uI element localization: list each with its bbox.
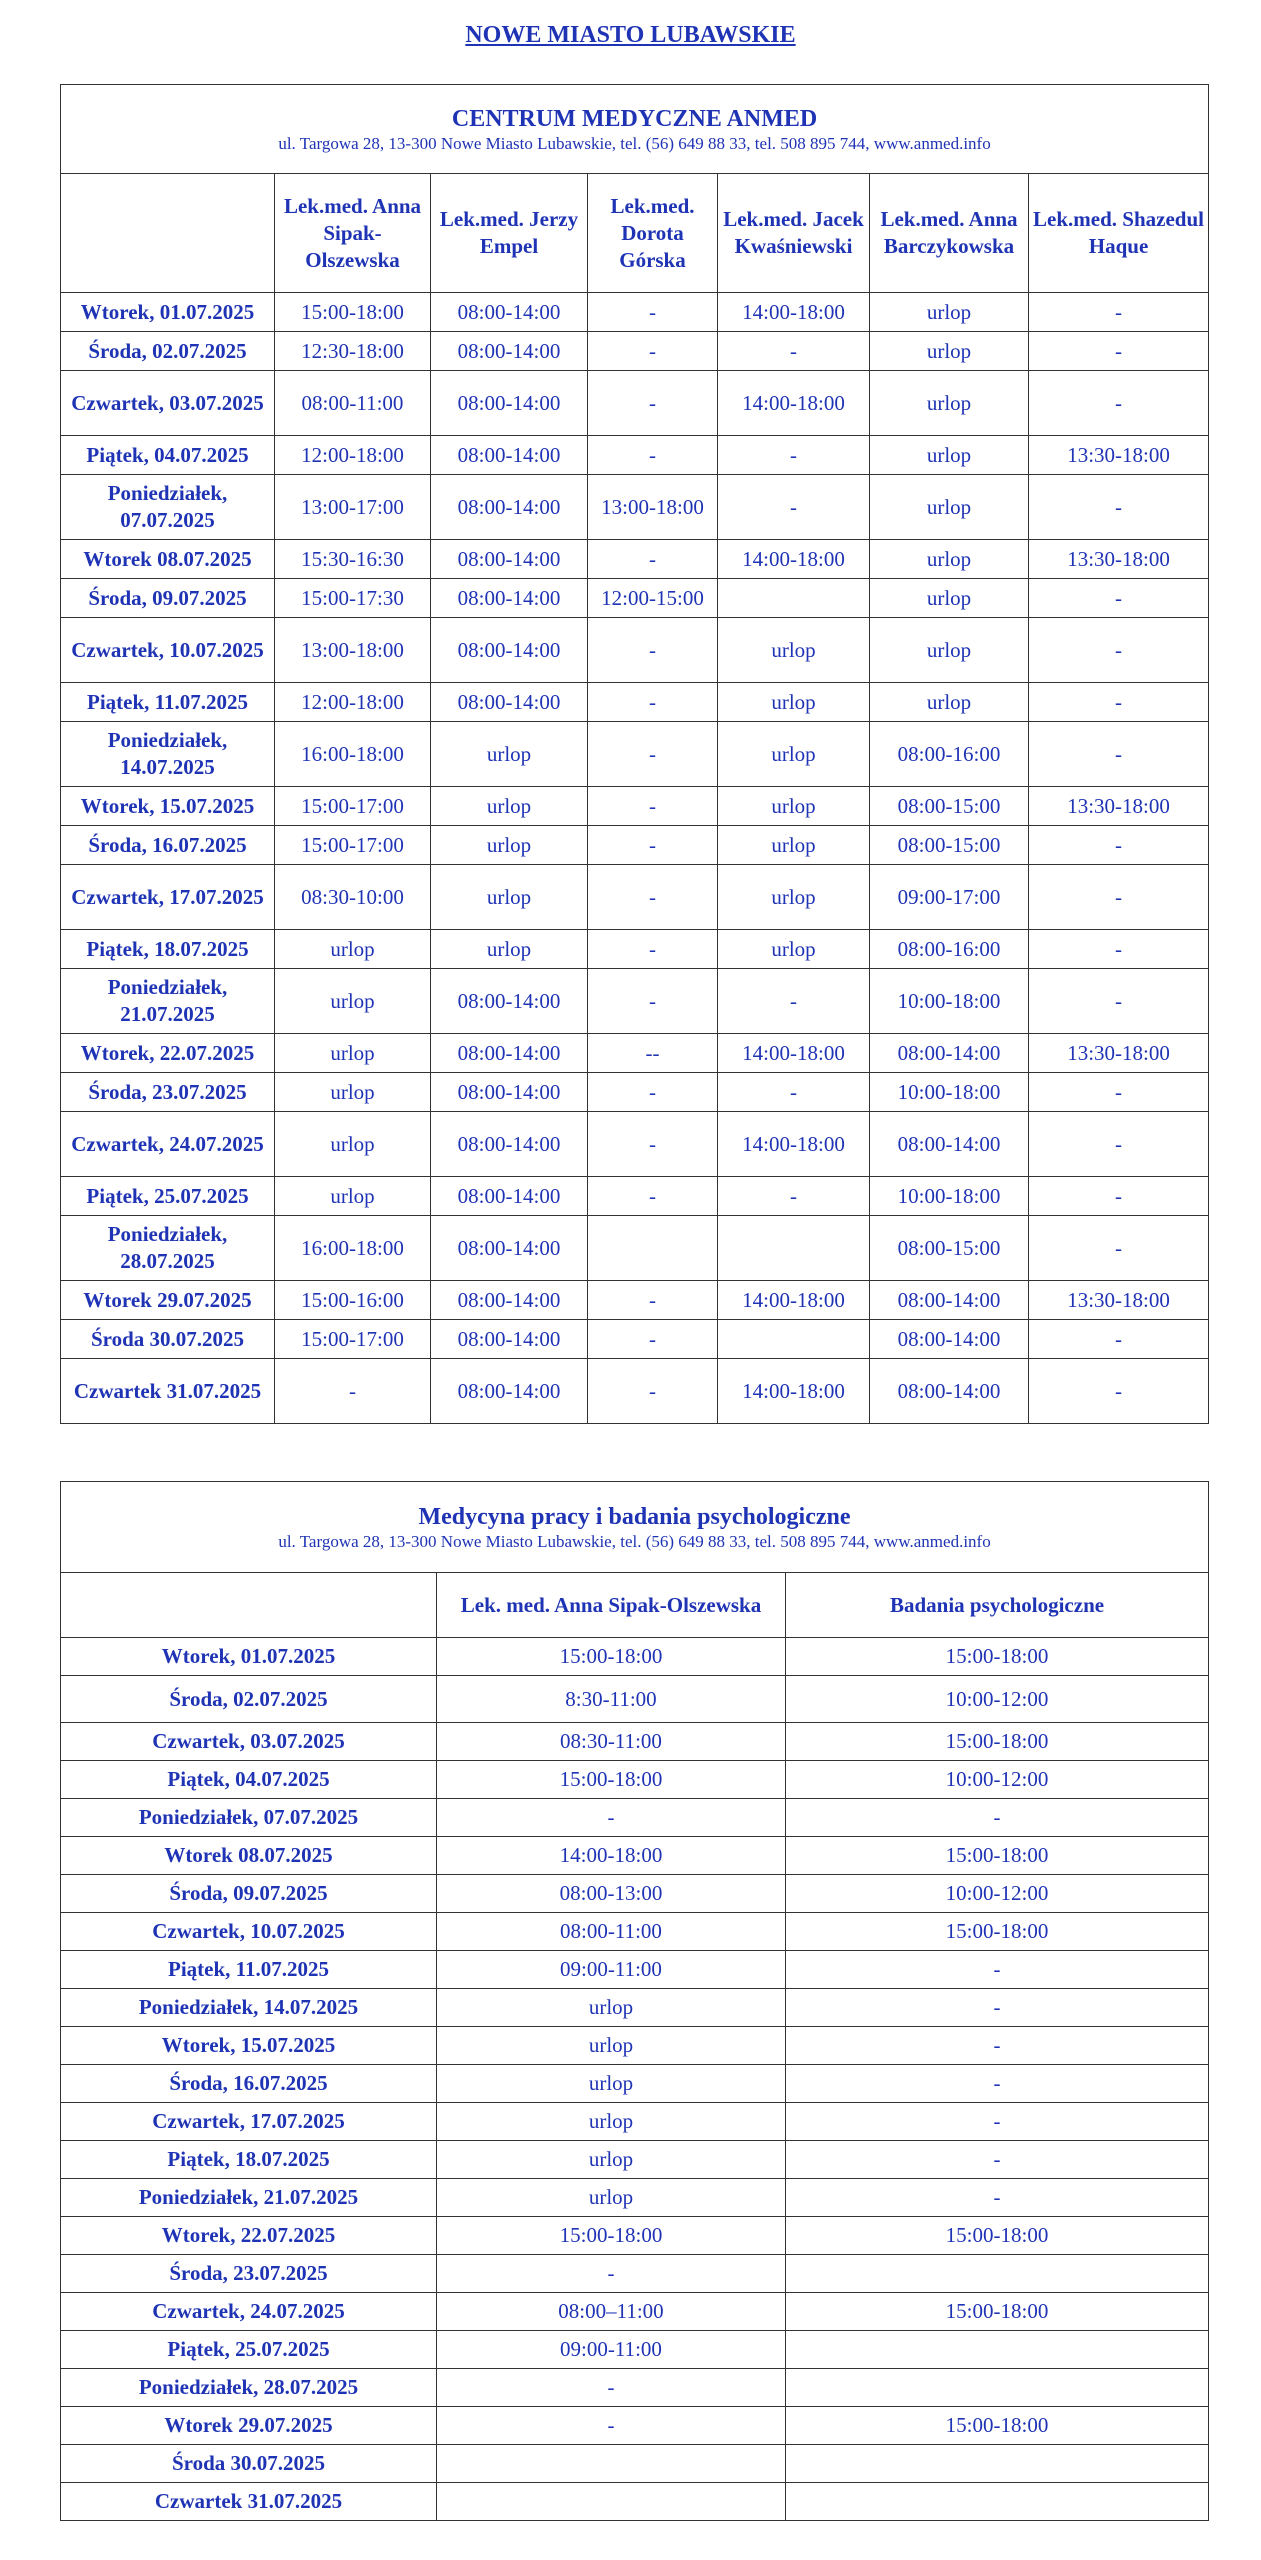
day-cell: Wtorek 08.07.2025 <box>61 540 275 579</box>
hours-cell: - <box>1029 683 1209 722</box>
hours-cell: urlop <box>431 865 588 930</box>
day-cell: Poniedziałek, 07.07.2025 <box>61 475 275 540</box>
day-cell: Czwartek, 17.07.2025 <box>61 865 275 930</box>
table-row <box>61 1281 1209 1320</box>
hours-cell: urlop <box>437 2065 786 2103</box>
table-row <box>61 618 1209 683</box>
hours-cell: - <box>718 1073 870 1112</box>
table-row <box>61 930 1209 969</box>
column-header: Badania psychologiczne <box>786 1573 1209 1638</box>
hours-cell: 15:00-17:00 <box>275 826 431 865</box>
hours-cell: 14:00-18:00 <box>718 1034 870 1073</box>
hours-cell: 08:00-14:00 <box>431 1281 588 1320</box>
hours-cell: 8:30-11:00 <box>437 1676 786 1723</box>
hours-cell: 12:00-18:00 <box>275 436 431 475</box>
hours-cell: 15:00-18:00 <box>275 293 431 332</box>
hours-cell: 10:00-12:00 <box>786 1676 1209 1723</box>
table-row <box>61 1951 1209 1989</box>
table-row <box>61 1837 1209 1875</box>
hours-cell: urlop <box>437 1989 786 2027</box>
hours-cell: - <box>588 293 718 332</box>
table-address: ul. Targowa 28, 13-300 Nowe Miasto Lubawskie, tel. (56) 649 88 33, tel. 508 895 744, www.anmed.info <box>278 133 991 153</box>
day-cell: Czwartek, 03.07.2025 <box>61 371 275 436</box>
day-cell: Wtorek 08.07.2025 <box>61 1837 437 1875</box>
hours-cell: 16:00-18:00 <box>275 722 431 787</box>
hours-cell: 15:30-16:30 <box>275 540 431 579</box>
table-row <box>61 865 1209 930</box>
hours-cell: 12:30-18:00 <box>275 332 431 371</box>
hours-cell: 15:00-17:00 <box>275 787 431 826</box>
day-cell: Poniedziałek, 07.07.2025 <box>61 1799 437 1837</box>
hours-cell: - <box>588 865 718 930</box>
hours-cell: - <box>588 618 718 683</box>
table-address: ul. Targowa 28, 13-300 Nowe Miasto Lubawskie, tel. (56) 649 88 33, tel. 508 895 744, www.anmed.info <box>278 1531 991 1551</box>
hours-cell <box>718 1320 870 1359</box>
hours-cell: - <box>718 475 870 540</box>
hours-cell: 15:00-18:00 <box>786 2293 1209 2331</box>
day-cell: Czwartek 31.07.2025 <box>61 2483 437 2521</box>
page-title: NOWE MIASTO LUBAWSKIE <box>465 22 796 48</box>
doctor-header: Lek.med. Shazedul Haque <box>1029 174 1209 293</box>
hours-cell: 15:00-17:30 <box>275 579 431 618</box>
day-cell: Środa 30.07.2025 <box>61 1320 275 1359</box>
hours-cell: urlop <box>870 579 1029 618</box>
hours-cell <box>786 2445 1209 2483</box>
hours-cell: - <box>588 1073 718 1112</box>
hours-cell: 09:00-17:00 <box>870 865 1029 930</box>
hours-cell <box>437 2483 786 2521</box>
hours-cell: 15:00-18:00 <box>786 1837 1209 1875</box>
hours-cell <box>786 2331 1209 2369</box>
day-cell: Piątek, 25.07.2025 <box>61 1177 275 1216</box>
hours-cell: - <box>588 436 718 475</box>
hours-cell: 08:00-14:00 <box>870 1281 1029 1320</box>
hours-cell: 14:00-18:00 <box>437 1837 786 1875</box>
hours-cell: 15:00-18:00 <box>786 1723 1209 1761</box>
hours-cell: - <box>718 1177 870 1216</box>
table-row <box>61 1913 1209 1951</box>
hours-cell: - <box>1029 1359 1209 1424</box>
hours-cell: urlop <box>870 293 1029 332</box>
hours-cell: 08:00-14:00 <box>431 1359 588 1424</box>
hours-cell: - <box>786 2179 1209 2217</box>
hours-cell: - <box>588 826 718 865</box>
doctor-header: Lek.med. Jacek Kwaśniewski <box>718 174 870 293</box>
hours-cell: 08:00-13:00 <box>437 1875 786 1913</box>
hours-cell: 15:00-18:00 <box>786 2217 1209 2255</box>
day-cell: Środa, 09.07.2025 <box>61 579 275 618</box>
table-row <box>61 475 1209 540</box>
hours-cell: urlop <box>437 2103 786 2141</box>
hours-cell: 15:00-17:00 <box>275 1320 431 1359</box>
table-row <box>61 722 1209 787</box>
day-cell: Poniedziałek, 14.07.2025 <box>61 1989 437 2027</box>
table-row <box>61 2141 1209 2179</box>
day-cell: Poniedziałek, 14.07.2025 <box>61 722 275 787</box>
hours-cell: - <box>588 1359 718 1424</box>
hours-cell: - <box>718 969 870 1034</box>
day-cell: Piątek, 04.07.2025 <box>61 436 275 475</box>
table-row <box>61 1216 1209 1281</box>
hours-cell: urlop <box>870 475 1029 540</box>
hours-cell: - <box>718 332 870 371</box>
table-row <box>61 1034 1209 1073</box>
hours-cell: 09:00-11:00 <box>437 1951 786 1989</box>
table-header <box>61 1482 1209 1573</box>
day-cell: Piątek, 25.07.2025 <box>61 2331 437 2369</box>
hours-cell: - <box>1029 1073 1209 1112</box>
hours-cell: 08:00-14:00 <box>431 1034 588 1073</box>
hours-cell: - <box>1029 930 1209 969</box>
table-row <box>61 371 1209 436</box>
hours-cell: 15:00-18:00 <box>437 1761 786 1799</box>
hours-cell: 15:00-18:00 <box>437 2217 786 2255</box>
hours-cell: urlop <box>275 930 431 969</box>
hours-cell: - <box>1029 618 1209 683</box>
hours-cell: 08:00-14:00 <box>870 1359 1029 1424</box>
hours-cell: - <box>786 1799 1209 1837</box>
hours-cell <box>588 1216 718 1281</box>
hours-cell: - <box>786 2103 1209 2141</box>
table-header <box>61 85 1209 174</box>
hours-cell: 15:00-18:00 <box>786 1913 1209 1951</box>
hours-cell: urlop <box>275 1177 431 1216</box>
hours-cell: - <box>786 2141 1209 2179</box>
hours-cell: 08:30-11:00 <box>437 1723 786 1761</box>
hours-cell: 14:00-18:00 <box>718 1359 870 1424</box>
day-cell: Wtorek, 01.07.2025 <box>61 1638 437 1676</box>
hours-cell <box>718 579 870 618</box>
hours-cell <box>718 1216 870 1281</box>
table-row <box>61 1875 1209 1913</box>
day-cell: Piątek, 18.07.2025 <box>61 2141 437 2179</box>
hours-cell: - <box>786 2065 1209 2103</box>
hours-cell: urlop <box>275 1073 431 1112</box>
hours-cell: - <box>1029 969 1209 1034</box>
day-cell: Wtorek 29.07.2025 <box>61 2407 437 2445</box>
hours-cell: 08:00-14:00 <box>431 540 588 579</box>
day-cell: Środa, 02.07.2025 <box>61 332 275 371</box>
hours-cell: 08:00-14:00 <box>431 618 588 683</box>
hours-cell: 12:00-18:00 <box>275 683 431 722</box>
hours-cell: 13:30-18:00 <box>1029 540 1209 579</box>
hours-cell: -- <box>588 1034 718 1073</box>
table-row <box>61 2027 1209 2065</box>
hours-cell: 08:00-14:00 <box>431 1073 588 1112</box>
hours-cell: 14:00-18:00 <box>718 1112 870 1177</box>
hours-cell: urlop <box>437 2141 786 2179</box>
hours-cell: urlop <box>870 540 1029 579</box>
day-cell: Środa, 16.07.2025 <box>61 826 275 865</box>
hours-cell: 08:00-11:00 <box>275 371 431 436</box>
table-row <box>61 1761 1209 1799</box>
hours-cell: urlop <box>870 436 1029 475</box>
table-row <box>61 540 1209 579</box>
table-row <box>61 2407 1209 2445</box>
hours-cell: urlop <box>870 371 1029 436</box>
hours-cell: 08:00-14:00 <box>431 371 588 436</box>
hours-cell: 16:00-18:00 <box>275 1216 431 1281</box>
day-cell: Środa, 02.07.2025 <box>61 1676 437 1723</box>
day-cell: Poniedziałek, 28.07.2025 <box>61 1216 275 1281</box>
hours-cell: urlop <box>718 618 870 683</box>
hours-cell: - <box>588 540 718 579</box>
hours-cell: 10:00-18:00 <box>870 1177 1029 1216</box>
hours-cell: urlop <box>431 787 588 826</box>
table-row <box>61 2179 1209 2217</box>
hours-cell: - <box>588 371 718 436</box>
table-row <box>61 2255 1209 2293</box>
hours-cell: urlop <box>718 683 870 722</box>
doctor-header: Lek.med. Dorota Górska <box>588 174 718 293</box>
hours-cell: - <box>1029 826 1209 865</box>
hours-cell: 08:00-15:00 <box>870 787 1029 826</box>
hours-cell: 08:30-10:00 <box>275 865 431 930</box>
hours-cell: - <box>588 1320 718 1359</box>
anmed-schedule-table <box>60 84 1209 1424</box>
day-cell: Czwartek, 24.07.2025 <box>61 2293 437 2331</box>
hours-cell: - <box>437 2255 786 2293</box>
hours-cell: 14:00-18:00 <box>718 293 870 332</box>
day-cell: Czwartek, 10.07.2025 <box>61 1913 437 1951</box>
column-header: Lek. med. Anna Sipak-Olszewska <box>437 1573 786 1638</box>
hours-cell: 13:30-18:00 <box>1029 787 1209 826</box>
hours-cell: - <box>1029 293 1209 332</box>
table-title: CENTRUM MEDYCZNE ANMED <box>451 105 818 132</box>
hours-cell: - <box>588 787 718 826</box>
hours-cell: 15:00-18:00 <box>786 1638 1209 1676</box>
hours-cell <box>786 2369 1209 2407</box>
hours-cell <box>786 2483 1209 2521</box>
hours-cell: - <box>786 2027 1209 2065</box>
day-cell: Poniedziałek, 21.07.2025 <box>61 969 275 1034</box>
day-cell: Wtorek 29.07.2025 <box>61 1281 275 1320</box>
day-cell: Wtorek, 15.07.2025 <box>61 2027 437 2065</box>
day-cell: Piątek, 04.07.2025 <box>61 1761 437 1799</box>
hours-cell: 08:00-11:00 <box>437 1913 786 1951</box>
hours-cell: urlop <box>437 2179 786 2217</box>
hours-cell: urlop <box>870 332 1029 371</box>
hours-cell: 08:00-14:00 <box>870 1034 1029 1073</box>
hours-cell: - <box>1029 1112 1209 1177</box>
table-row <box>61 332 1209 371</box>
hours-cell: 08:00-15:00 <box>870 826 1029 865</box>
day-cell: Środa 30.07.2025 <box>61 2445 437 2483</box>
day-cell: Wtorek, 22.07.2025 <box>61 2217 437 2255</box>
table-row <box>61 969 1209 1034</box>
hours-cell: - <box>588 1177 718 1216</box>
hours-cell: urlop <box>718 787 870 826</box>
day-cell: Czwartek, 10.07.2025 <box>61 618 275 683</box>
hours-cell: 13:30-18:00 <box>1029 436 1209 475</box>
hours-cell: urlop <box>431 930 588 969</box>
day-cell: Czwartek 31.07.2025 <box>61 1359 275 1424</box>
table-row <box>61 1676 1209 1723</box>
table-row <box>61 2369 1209 2407</box>
hours-cell: 12:00-15:00 <box>588 579 718 618</box>
day-cell: Czwartek, 24.07.2025 <box>61 1112 275 1177</box>
table-title: Medycyna pracy i badania psychologiczne <box>418 1503 851 1530</box>
hours-cell: urlop <box>275 1112 431 1177</box>
day-cell: Piątek, 18.07.2025 <box>61 930 275 969</box>
table-row <box>61 2293 1209 2331</box>
hours-cell: 14:00-18:00 <box>718 371 870 436</box>
hours-cell: 08:00-14:00 <box>431 1177 588 1216</box>
day-cell: Środa, 23.07.2025 <box>61 1073 275 1112</box>
day-cell: Wtorek, 15.07.2025 <box>61 787 275 826</box>
hours-cell: urlop <box>275 1034 431 1073</box>
hours-cell: - <box>1029 1320 1209 1359</box>
hours-cell: 13:00-17:00 <box>275 475 431 540</box>
table-row <box>61 787 1209 826</box>
hours-cell: 13:30-18:00 <box>1029 1034 1209 1073</box>
hours-cell: - <box>1029 579 1209 618</box>
hours-cell: 10:00-12:00 <box>786 1761 1209 1799</box>
hours-cell: 08:00-14:00 <box>870 1320 1029 1359</box>
hours-cell: - <box>1029 1177 1209 1216</box>
table-row <box>61 293 1209 332</box>
hours-cell: 15:00-16:00 <box>275 1281 431 1320</box>
hours-cell: - <box>588 722 718 787</box>
hours-cell: 08:00-14:00 <box>431 579 588 618</box>
hours-cell: - <box>786 1989 1209 2027</box>
table-row <box>61 579 1209 618</box>
hours-cell: - <box>588 332 718 371</box>
hours-cell: 08:00-14:00 <box>431 683 588 722</box>
day-cell: Wtorek, 01.07.2025 <box>61 293 275 332</box>
hours-cell: - <box>718 436 870 475</box>
corner-cell <box>61 174 275 293</box>
day-cell: Poniedziałek, 21.07.2025 <box>61 2179 437 2217</box>
doctor-header: Lek.med. Anna Barczykowska <box>870 174 1029 293</box>
hours-cell: urlop <box>431 722 588 787</box>
hours-cell: urlop <box>870 683 1029 722</box>
hours-cell <box>437 2445 786 2483</box>
hours-cell: 10:00-12:00 <box>786 1875 1209 1913</box>
day-cell: Środa, 16.07.2025 <box>61 2065 437 2103</box>
hours-cell: urlop <box>870 618 1029 683</box>
hours-cell: 08:00–11:00 <box>437 2293 786 2331</box>
table-row <box>61 1723 1209 1761</box>
day-cell: Środa, 23.07.2025 <box>61 2255 437 2293</box>
hours-cell: 14:00-18:00 <box>718 1281 870 1320</box>
table-row <box>61 1112 1209 1177</box>
occupational-medicine-table <box>60 1481 1209 2521</box>
hours-cell: - <box>588 930 718 969</box>
table-row <box>61 1989 1209 2027</box>
hours-cell: 08:00-14:00 <box>431 332 588 371</box>
hours-cell: - <box>1029 865 1209 930</box>
hours-cell: urlop <box>437 2027 786 2065</box>
hours-cell: 08:00-16:00 <box>870 930 1029 969</box>
hours-cell: 08:00-14:00 <box>431 1320 588 1359</box>
hours-cell: - <box>437 2369 786 2407</box>
table-row <box>61 2331 1209 2369</box>
hours-cell: 10:00-18:00 <box>870 969 1029 1034</box>
hours-cell: urlop <box>718 865 870 930</box>
hours-cell: - <box>1029 475 1209 540</box>
hours-cell: 13:00-18:00 <box>588 475 718 540</box>
hours-cell: - <box>275 1359 431 1424</box>
hours-cell: 14:00-18:00 <box>718 540 870 579</box>
hours-cell: 08:00-14:00 <box>870 1112 1029 1177</box>
hours-cell: - <box>437 2407 786 2445</box>
hours-cell: urlop <box>718 930 870 969</box>
hours-cell: 08:00-14:00 <box>431 1112 588 1177</box>
doctor-header: Lek.med. Anna Sipak-Olszewska <box>275 174 431 293</box>
hours-cell: 15:00-18:00 <box>786 2407 1209 2445</box>
doctor-header: Lek.med. Jerzy Empel <box>431 174 588 293</box>
hours-cell: - <box>1029 722 1209 787</box>
hours-cell: - <box>588 969 718 1034</box>
hours-cell: - <box>588 683 718 722</box>
table-row <box>61 2217 1209 2255</box>
hours-cell: - <box>1029 371 1209 436</box>
hours-cell <box>786 2255 1209 2293</box>
table-row <box>61 826 1209 865</box>
hours-cell: 09:00-11:00 <box>437 2331 786 2369</box>
hours-cell: - <box>1029 1216 1209 1281</box>
day-cell: Środa, 09.07.2025 <box>61 1875 437 1913</box>
corner-cell <box>61 1573 437 1638</box>
hours-cell: 08:00-14:00 <box>431 1216 588 1281</box>
hours-cell: 10:00-18:00 <box>870 1073 1029 1112</box>
table-row <box>61 1320 1209 1359</box>
hours-cell: urlop <box>275 969 431 1034</box>
hours-cell: 08:00-14:00 <box>431 969 588 1034</box>
table-row <box>61 436 1209 475</box>
hours-cell: 08:00-15:00 <box>870 1216 1029 1281</box>
table-row <box>61 2483 1209 2521</box>
hours-cell: 08:00-14:00 <box>431 436 588 475</box>
day-cell: Poniedziałek, 28.07.2025 <box>61 2369 437 2407</box>
day-cell: Piątek, 11.07.2025 <box>61 1951 437 1989</box>
hours-cell: - <box>1029 332 1209 371</box>
hours-cell: - <box>786 1951 1209 1989</box>
table-row <box>61 2445 1209 2483</box>
table-row <box>61 1073 1209 1112</box>
hours-cell: - <box>588 1112 718 1177</box>
hours-cell: 13:30-18:00 <box>1029 1281 1209 1320</box>
hours-cell: - <box>437 1799 786 1837</box>
table-row <box>61 1177 1209 1216</box>
table-row <box>61 1638 1209 1676</box>
hours-cell: 08:00-16:00 <box>870 722 1029 787</box>
day-cell: Piątek, 11.07.2025 <box>61 683 275 722</box>
hours-cell: 08:00-14:00 <box>431 293 588 332</box>
hours-cell: urlop <box>431 826 588 865</box>
table-row <box>61 1799 1209 1837</box>
table-row <box>61 2103 1209 2141</box>
hours-cell: 15:00-18:00 <box>437 1638 786 1676</box>
hours-cell: urlop <box>718 722 870 787</box>
table-row <box>61 2065 1209 2103</box>
day-cell: Czwartek, 17.07.2025 <box>61 2103 437 2141</box>
day-cell: Wtorek, 22.07.2025 <box>61 1034 275 1073</box>
day-cell: Czwartek, 03.07.2025 <box>61 1723 437 1761</box>
hours-cell: 08:00-14:00 <box>431 475 588 540</box>
hours-cell: 13:00-18:00 <box>275 618 431 683</box>
hours-cell: urlop <box>718 826 870 865</box>
hours-cell: - <box>588 1281 718 1320</box>
table-row <box>61 1359 1209 1424</box>
table-row <box>61 683 1209 722</box>
